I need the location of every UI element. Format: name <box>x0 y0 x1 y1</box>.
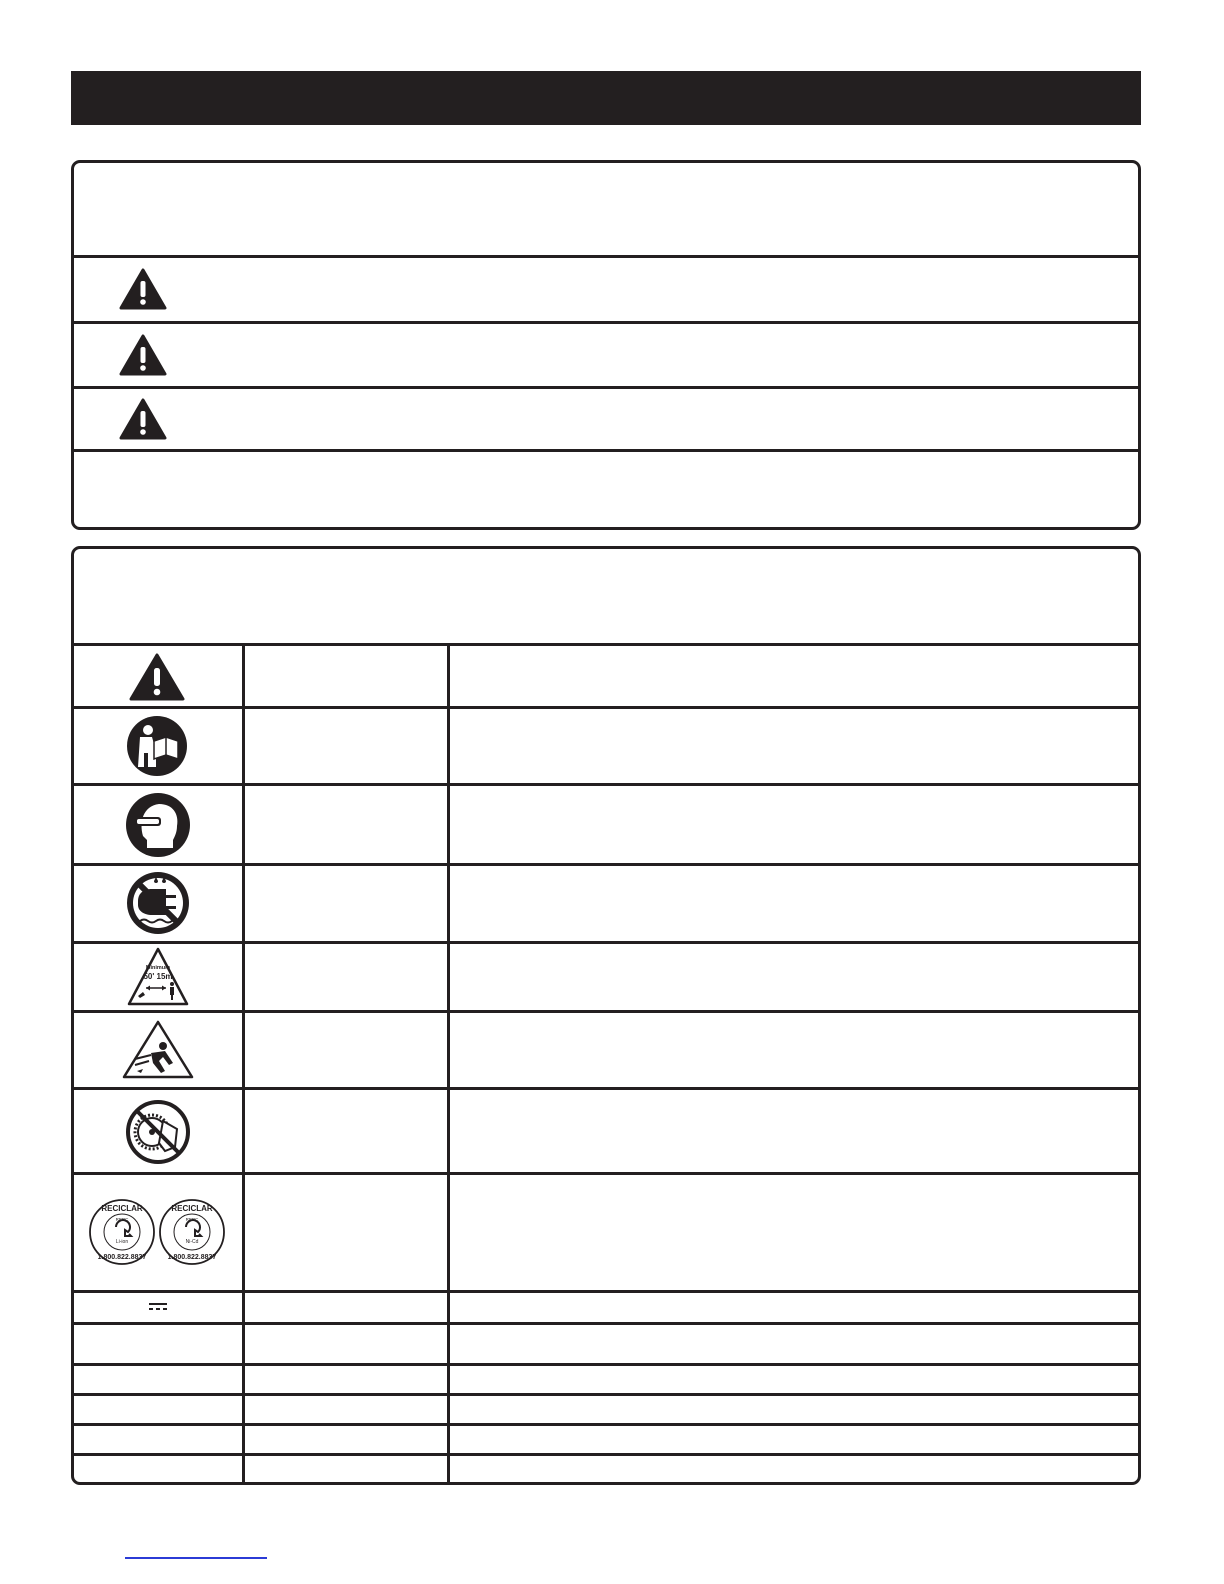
seal-chemistry-label: Li-ion <box>115 1239 129 1245</box>
symbol-meaning <box>464 952 1124 1002</box>
signal-words-table <box>71 160 1141 530</box>
symbol-meaning <box>464 874 1124 932</box>
symbol-name <box>260 1021 440 1079</box>
symbol-meaning <box>464 1431 1124 1449</box>
signal-word-row <box>74 389 1138 449</box>
minimum-distance-label: Minimum <box>145 965 171 971</box>
symbol-row <box>74 1325 1138 1363</box>
seal-phone-label: 1.800.822.8837 <box>97 1254 147 1261</box>
footer-link[interactable] <box>125 1557 267 1559</box>
symbol-row <box>74 1175 1138 1290</box>
symbol-row <box>74 646 1138 706</box>
seal-org-label: RBRC <box>185 1217 199 1222</box>
symbol-name <box>260 1333 440 1357</box>
safety-alert-icon <box>129 653 185 701</box>
symbol-row <box>74 1293 1138 1322</box>
symbols-intro <box>88 563 1124 623</box>
no-blade-icon <box>125 1099 191 1165</box>
symbol-name <box>260 1299 440 1317</box>
signal-word-text <box>194 409 1124 433</box>
read-manual-icon <box>126 715 188 777</box>
symbol-name <box>260 952 440 1002</box>
section-header-bar <box>71 71 1141 125</box>
symbol-row <box>74 1090 1138 1172</box>
warning-triangle-icon <box>119 398 167 440</box>
symbols-table <box>71 546 1141 1485</box>
symbol-meaning <box>464 654 1124 698</box>
ricochet-icon <box>121 1019 195 1081</box>
seal-phone-label: 1.800.822.8837 <box>167 1254 217 1261</box>
symbol-name <box>260 654 440 698</box>
symbol-row <box>74 1456 1138 1482</box>
symbol-row <box>74 709 1138 783</box>
symbol-row <box>74 866 1138 941</box>
symbol-meaning <box>464 717 1124 775</box>
symbol-row <box>74 1366 1138 1393</box>
keep-bystanders-away-icon <box>126 946 190 1008</box>
symbol-name <box>260 794 440 854</box>
symbol-name <box>260 874 440 932</box>
seal-recycle-label: RECICLAR <box>171 1204 213 1213</box>
seal-recycle-label: RECICLAR <box>101 1204 143 1213</box>
signal-words-note <box>88 463 1124 513</box>
symbol-name <box>260 1431 440 1449</box>
seal-chemistry-label: Ni-Cd <box>185 1239 199 1245</box>
symbol-meaning <box>464 1461 1124 1477</box>
recycle-seals-icon <box>88 1197 228 1267</box>
symbol-name <box>260 1461 440 1477</box>
no-wet-conditions-icon <box>126 871 190 935</box>
signal-words-intro <box>88 177 1124 237</box>
symbol-row <box>74 944 1138 1010</box>
signal-word-text <box>194 278 1124 302</box>
symbol-meaning <box>464 794 1124 854</box>
symbol-meaning <box>464 1371 1124 1389</box>
signal-word-text <box>194 344 1124 368</box>
signal-word-row <box>74 324 1138 386</box>
symbol-name <box>260 1371 440 1389</box>
warning-triangle-icon <box>119 268 167 310</box>
symbol-row <box>74 1396 1138 1423</box>
eye-protection-icon <box>125 792 191 858</box>
symbol-meaning <box>464 1183 1124 1283</box>
symbol-name <box>260 1098 440 1164</box>
distance-value-label: 50' 15m <box>143 972 173 981</box>
symbol-meaning <box>464 1299 1124 1317</box>
symbol-meaning <box>464 1021 1124 1079</box>
direct-current-icon <box>148 1302 168 1312</box>
symbol-name <box>260 1183 440 1283</box>
symbol-name <box>260 1401 440 1419</box>
seal-org-label: RBRC <box>115 1217 129 1222</box>
symbol-row <box>74 1013 1138 1087</box>
symbol-meaning <box>464 1098 1124 1164</box>
symbol-row <box>74 786 1138 863</box>
signal-word-row <box>74 258 1138 320</box>
symbol-meaning <box>464 1401 1124 1419</box>
symbol-name <box>260 717 440 775</box>
warning-triangle-icon <box>119 334 167 376</box>
symbol-row <box>74 1426 1138 1453</box>
symbol-meaning <box>464 1333 1124 1357</box>
